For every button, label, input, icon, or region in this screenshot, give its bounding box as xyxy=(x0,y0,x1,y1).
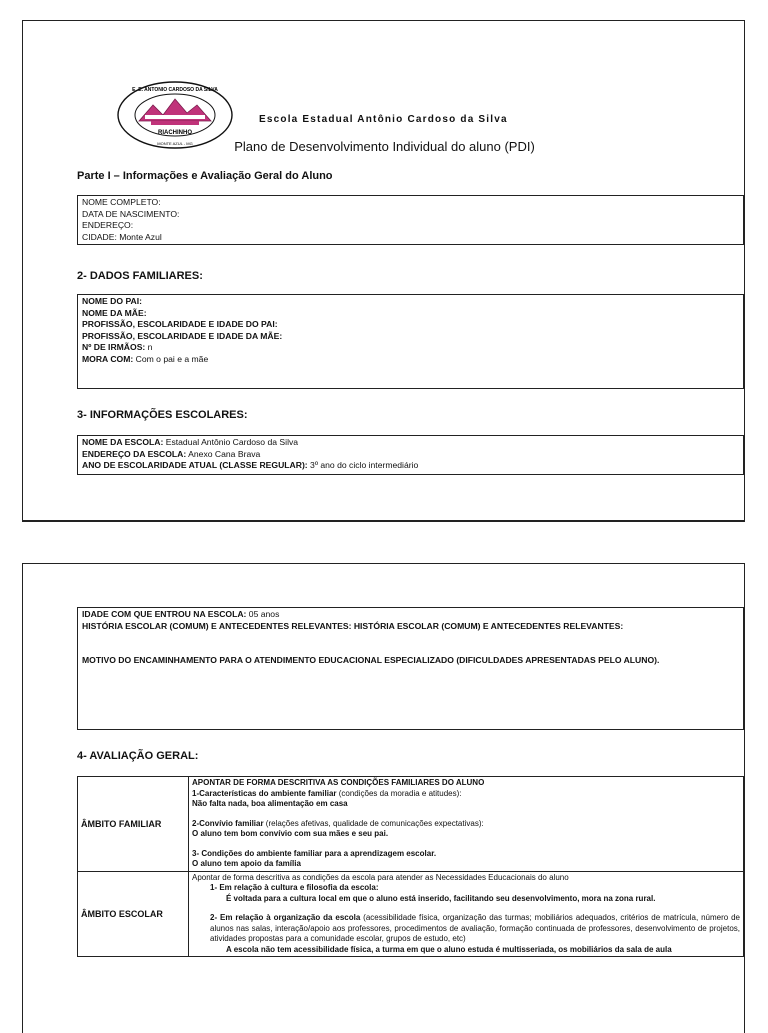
family-scope-heading: APONTAR DE FORMA DESCRITIVA AS CONDIÇÕES FAMILIARES DO ALUNO xyxy=(192,778,485,787)
identification-box xyxy=(77,195,744,245)
school-item1-title: 1- Em relação à cultura e filosofia da escola: xyxy=(210,883,379,892)
field-value: Com o pai e a mãe xyxy=(133,353,209,364)
field-label: ANO DE ESCOLARIDADE ATUAL (CLASSE REGULAR): xyxy=(82,460,308,471)
field-value: Anexo Cana Brava xyxy=(186,448,261,459)
field-label: PROFISSÃO, ESCOLARIDADE E IDADE DA MÃE: xyxy=(82,330,283,341)
school-history-row: HISTÓRIA ESCOLAR (COMUM) E ANTECEDENTES RELEVANTES: HISTÓRIA ESCOLAR (COMUM) E ANTECEDENTES RELEVANTES: xyxy=(82,620,624,631)
family-item3-title: 3- Condições do ambiente familiar para a aprendizagem escolar. xyxy=(192,848,437,858)
field-label: ENDEREÇO DA ESCOLA: xyxy=(82,448,187,459)
school-address-row xyxy=(82,449,739,461)
logo-bottom-text: RIACHINHO xyxy=(158,130,192,136)
family-item2-title-line xyxy=(192,819,740,830)
family-father-job-row xyxy=(82,319,739,331)
school-info-box xyxy=(77,435,744,475)
entry-age-row xyxy=(82,609,739,621)
school-scope-content xyxy=(189,871,744,957)
field-label: Nº DE IRMÃOS: xyxy=(82,342,146,353)
school-name: Escola Estadual Antônio Cardoso da Silva xyxy=(259,114,508,125)
referral-reason-row: MOTIVO DO ENCAMINHAMENTO PARA O ATENDIMENTO EDUCACIONAL ESPECIALIZADO (DIFICULDADES APRESENTADAS PELO ALUNO). xyxy=(82,655,660,666)
item-note: (relações afetivas, qualidade de comunicações expectativas): xyxy=(263,818,484,828)
family-scope-label: ÂMBITO FAMILIAR xyxy=(78,777,189,872)
evaluation-section-title: 4- AVALIAÇÃO GERAL: xyxy=(77,750,199,762)
school-item2-answer: A escola não tem acessibilidade física, a turma em que o aluno estuda é multisseriada, os mobiliários da sala de aula xyxy=(226,944,672,954)
field-city: CIDADE: Monte Azul xyxy=(82,231,162,242)
family-mother-job-row xyxy=(82,331,739,343)
field-label: NOME DO PAI: xyxy=(82,296,142,306)
school-scope-heading: Apontar de forma descritiva as condições da escola para atender as Necessidades Educacionais do aluno xyxy=(192,872,569,882)
item-note: (condições da moradia e atitudes): xyxy=(336,788,462,798)
field-full-name: NOME COMPLETO: xyxy=(82,197,161,207)
evaluation-table xyxy=(77,776,744,957)
field-label: IDADE COM QUE ENTROU NA ESCOLA: xyxy=(82,609,247,619)
field-value: n xyxy=(145,342,153,353)
family-section-title: 2- DADOS FAMILIARES: xyxy=(77,270,203,282)
document-page-1 xyxy=(22,20,745,522)
item-title: 2- Em relação à organização da escola xyxy=(210,913,361,922)
school-info-section-title: 3- INFORMAÇÕES ESCOLARES: xyxy=(77,409,248,421)
family-box xyxy=(77,294,744,389)
family-scope-content xyxy=(189,777,744,872)
school-name-row xyxy=(82,437,739,449)
field-label: MORA COM: xyxy=(82,353,134,364)
family-siblings-row xyxy=(82,342,739,354)
logo-arc-text: E. E. ANTONIO CARDOSO DA SILVA xyxy=(132,87,218,93)
document-page-2 xyxy=(22,563,745,1033)
field-value: 3º ano do ciclo intermediário xyxy=(307,460,419,471)
family-mother-row xyxy=(82,308,739,320)
field-label: NOME DA MÃE: xyxy=(82,307,147,318)
school-year-row xyxy=(82,460,739,472)
family-item1-answer: Não falta nada, boa alimentação em casa xyxy=(192,799,348,808)
family-father-row xyxy=(82,296,739,308)
item-title: 2-Convívio familiar xyxy=(192,818,264,828)
family-lives-with-row xyxy=(82,354,739,366)
field-address: ENDEREÇO: xyxy=(82,220,134,231)
history-box xyxy=(77,607,744,730)
item-title: 1-Características do ambiente familiar xyxy=(192,788,337,798)
field-label: NOME DA ESCOLA: xyxy=(82,437,164,447)
school-item1-answer: É voltada para a cultura local em que o aluno está inserido, facilitando seu desenvolvimento, mora na zona rural. xyxy=(226,893,656,903)
family-scope-row xyxy=(78,777,744,872)
family-item1-title-line xyxy=(192,789,740,800)
field-value: Estadual Antônio Cardoso da Silva xyxy=(163,437,299,447)
family-item2-answer: O aluno tem bom convívio com sua mães e seu pai. xyxy=(192,829,389,838)
document-title: Plano de Desenvolvimento Individual do aluno (PDI) xyxy=(234,139,535,154)
item-note: (acessibilidade física, organização das turmas; mobiliários adequados, critérios de matrícula, número de alunos nas salas, interação/apoio aos professores, procedimentos de avaliação, formação continuada de professores, desenvolvimento de projetos, atividades propostas para a comunidade escolar, grupos de estudo, etc) xyxy=(210,913,740,943)
field-label: PROFISSÃO, ESCOLARIDADE E IDADE DO PAI: xyxy=(82,319,278,330)
field-value: 05 anos xyxy=(246,609,280,619)
school-scope-row xyxy=(78,871,744,957)
logo-small-text: MONTE AZUL - MG xyxy=(157,141,193,146)
family-item3-answer: O aluno tem apoio da família xyxy=(192,859,301,868)
field-birth-date: DATA DE NASCIMENTO: xyxy=(82,208,180,219)
part1-title: Parte I – Informações e Avaliação Geral do Aluno xyxy=(77,170,333,182)
school-item2-text xyxy=(192,913,740,945)
school-scope-label: ÂMBITO ESCOLAR xyxy=(78,871,189,957)
